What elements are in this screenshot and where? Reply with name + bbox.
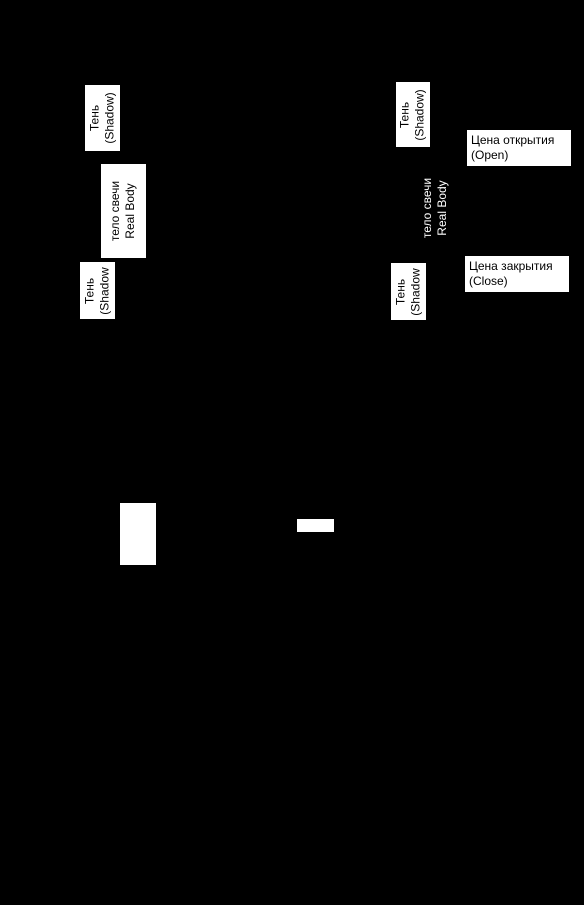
left-lower-shadow-line2: (Shadow xyxy=(97,266,112,315)
left-real-body-line1: тело свечи xyxy=(108,180,123,242)
right-candle-body xyxy=(297,519,334,532)
open-price-line2: (Open) xyxy=(471,148,509,162)
close-price-line2: (Close) xyxy=(469,274,508,288)
left-candle-body xyxy=(120,503,156,565)
open-price-line1: Цена открытия xyxy=(471,133,555,147)
right-lower-shadow-text xyxy=(394,268,424,315)
left-real-body-label xyxy=(101,164,146,258)
right-upper-shadow-line1: Тень xyxy=(398,101,413,128)
right-lower-shadow-line1: Тень xyxy=(393,278,408,305)
right-real-body-line2: Real Body xyxy=(435,180,450,236)
right-upper-shadow-label xyxy=(396,82,430,147)
left-upper-shadow-label xyxy=(85,85,120,151)
left-lower-shadow-line1: Тень xyxy=(82,277,97,304)
left-real-body-line2: Real Body xyxy=(123,183,138,239)
right-real-body-label xyxy=(413,165,457,251)
right-lower-shadow-label xyxy=(391,263,426,320)
right-real-body-line1: тело свечи xyxy=(420,177,435,239)
left-real-body-text xyxy=(109,181,139,241)
left-upper-shadow-text xyxy=(88,92,118,143)
left-lower-shadow-label xyxy=(80,262,115,319)
right-upper-shadow-text xyxy=(398,89,428,140)
right-real-body-text xyxy=(420,178,450,238)
left-upper-shadow-line1: Тень xyxy=(87,104,102,132)
open-price-label xyxy=(467,130,571,166)
left-lower-shadow-text xyxy=(83,267,113,314)
right-upper-shadow-line2: (Shadow) xyxy=(413,88,428,141)
close-price-line1: Цена закрытия xyxy=(469,259,553,273)
close-price-label xyxy=(465,256,569,292)
right-lower-shadow-line2: (Shadow xyxy=(408,267,423,316)
left-upper-shadow-line2: (Shadow) xyxy=(102,92,117,144)
